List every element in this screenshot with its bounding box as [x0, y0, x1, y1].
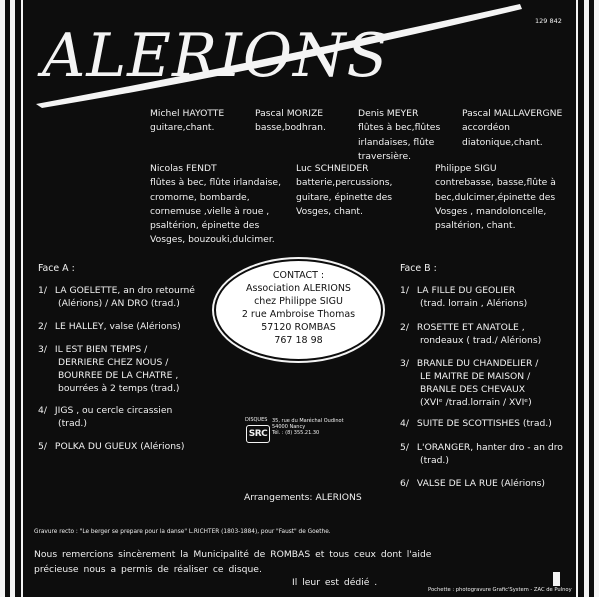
member-instruments: bec,dulcimer,épinette des — [435, 191, 556, 203]
track-credit: rondeaux ( trad./ Alérions) — [420, 334, 542, 346]
track-title: LA FILLE DU GEOLIER — [416, 285, 516, 296]
face-a-track-5 — [38, 441, 184, 454]
catalog-number: 129 842 — [535, 17, 562, 25]
label-address-line: Tél. : (8) 355.21.30 — [272, 430, 320, 436]
face-b-track-1 — [400, 285, 527, 311]
label-address-line: 54000 Nancy — [272, 424, 306, 430]
member-sigu — [435, 162, 556, 233]
face-a-track-4 — [38, 405, 172, 431]
track-title: LA GOELETTE, an dro retourné — [54, 285, 195, 296]
member-mallavergne — [462, 107, 562, 150]
face-b-track-4 — [400, 418, 552, 431]
member-name: Luc SCHNEIDER — [296, 163, 369, 174]
member-instruments: guitare,chant. — [150, 122, 215, 134]
member-name: Denis MEYER — [358, 108, 419, 119]
track-number: 2/ — [38, 321, 47, 332]
member-instruments: diatonique,chant. — [462, 136, 543, 148]
contact-line: Association ALERIONS — [246, 283, 351, 294]
thanks-line: précieuse nous a permis de réaliser ce disque. — [34, 564, 262, 575]
track-credit: (XVIᵉ /trad.lorrain / XVIᵉ) — [420, 396, 532, 408]
member-meyer — [358, 107, 440, 164]
arrangements: Arrangements: ALERIONS — [244, 492, 362, 503]
track-title: BOURREE DE LA CHATRE , — [58, 369, 179, 381]
member-instruments: basse,bodhran. — [255, 122, 326, 134]
track-number: 2/ — [400, 322, 409, 333]
track-title: VALSE DE LA RUE (Alérions) — [416, 478, 545, 489]
contact-line: 57120 ROMBAS — [261, 322, 336, 333]
face-b-track-5 — [400, 442, 563, 468]
track-number: 4/ — [400, 418, 409, 429]
dedication: Il leur est dédié . — [292, 577, 378, 588]
track-credit: (trad. lorrain , Alérions) — [420, 297, 528, 309]
member-instruments: Vosges , mandoloncelle, — [435, 205, 547, 217]
member-hayotte — [150, 107, 224, 136]
member-instruments: contrebasse, basse,flûte à — [435, 177, 556, 189]
member-instruments: psaltérion, chant. — [435, 220, 516, 232]
label-address — [272, 418, 344, 436]
member-instruments: flûtes à bec,flûtes — [358, 122, 441, 134]
track-title: JIGS , ou cercle circassien — [54, 405, 173, 416]
track-credit: (Alérions) / AN DRO (trad.) — [58, 297, 180, 309]
contact-phone: 767 18 98 — [274, 335, 323, 346]
member-name: Nicolas FENDT — [150, 163, 217, 174]
member-instruments: Vosges, chant. — [296, 205, 363, 217]
member-instruments: traversière. — [358, 150, 412, 162]
band-logo: ALERIONS — [42, 21, 389, 91]
face-a-track-3 — [38, 344, 179, 396]
contact-heading: CONTACT : — [272, 270, 325, 281]
member-fendt — [150, 162, 281, 248]
face-b-track-6 — [400, 478, 545, 491]
face-a-track-2 — [38, 321, 181, 334]
track-number: 3/ — [38, 344, 47, 355]
member-name: Philippe SIGU — [435, 163, 497, 174]
face-a-track-1 — [38, 285, 195, 311]
member-instruments: Vosges, bouzouki,dulcimer. — [150, 234, 275, 246]
thanks-text — [34, 547, 431, 577]
track-credit: (trad.) — [420, 454, 449, 466]
label-logo — [246, 425, 270, 443]
track-credit: (trad.) — [58, 417, 87, 429]
face-b-track-2 — [400, 322, 541, 348]
member-morize — [255, 107, 326, 136]
member-instruments: cromorne, bombarde, — [150, 191, 250, 203]
track-number: 1/ — [38, 285, 47, 296]
contact-line: chez Philippe SIGU — [254, 296, 343, 307]
bottom-mark — [553, 572, 560, 586]
face-a-title: Face A : — [38, 263, 75, 274]
track-title: SUITE DE SCOTTISHES (trad.) — [416, 418, 552, 429]
member-instruments: irlandaises, flûte — [358, 136, 435, 148]
contact-bubble — [214, 259, 383, 361]
member-instruments: batterie,percussions, — [296, 177, 393, 189]
member-name: Pascal MALLAVERGNE — [462, 108, 563, 119]
track-title: IL EST BIEN TEMPS / — [54, 344, 148, 355]
member-schneider — [296, 162, 392, 219]
contact-line: 2 rue Ambroise Thomas — [241, 309, 356, 320]
member-name: Michel HAYOTTE — [150, 108, 225, 119]
member-instruments: guitare, épinette des — [296, 191, 393, 203]
track-title: ROSETTE ET ANATOLE , — [416, 322, 525, 333]
track-title: L'ORANGER, hanter dro - an dro — [416, 442, 563, 453]
member-name: Pascal MORIZE — [255, 108, 324, 119]
gravure-credit: Gravure recto : "Le berger se prepare pour la danse" L.RICHTER (1803-1884), pour "Faust" de Goethe. — [34, 529, 331, 535]
track-number: 3/ — [400, 358, 409, 369]
track-number: 5/ — [400, 442, 409, 453]
track-number: 4/ — [38, 405, 47, 416]
track-number: 6/ — [400, 478, 409, 489]
track-title: DERRIERE CHEZ NOUS / — [58, 356, 169, 368]
track-title: LE MAITRE DE MAISON / — [420, 370, 531, 382]
member-instruments: cornemuse ,vielle à roue , — [150, 205, 270, 217]
face-b-title: Face B : — [400, 263, 437, 274]
track-title: BRANLE DU CHANDELIER / — [416, 358, 539, 369]
label-address-line: 35, rue du Maréchal Oudinot — [272, 418, 344, 424]
member-instruments: flûtes à bec, flûte irlandaise, — [150, 177, 281, 189]
thanks-line: Nous remercions sincèrement la Municipalité de ROMBAS et tous ceux dont l'aide — [34, 549, 432, 560]
member-instruments: psaltérion, épinette des — [150, 220, 260, 232]
sleeve-credit: Pochette : photogravure Grafic'System - ZAC de Pulnoy — [428, 587, 572, 593]
member-instruments: accordéon — [462, 122, 510, 134]
label-disques: DISQUES — [245, 417, 268, 423]
track-credit: bourrées à 2 temps (trad.) — [58, 382, 180, 394]
track-number: 1/ — [400, 285, 409, 296]
label-logo-text: SRC — [248, 429, 268, 439]
track-title: BRANLE DES CHEVAUX — [420, 383, 526, 395]
track-number: 5/ — [38, 441, 47, 452]
face-b-track-3 — [400, 358, 538, 410]
track-title: LE HALLEY, valse (Alérions) — [54, 321, 181, 332]
track-title: POLKA DU GUEUX (Alérions) — [54, 441, 185, 452]
